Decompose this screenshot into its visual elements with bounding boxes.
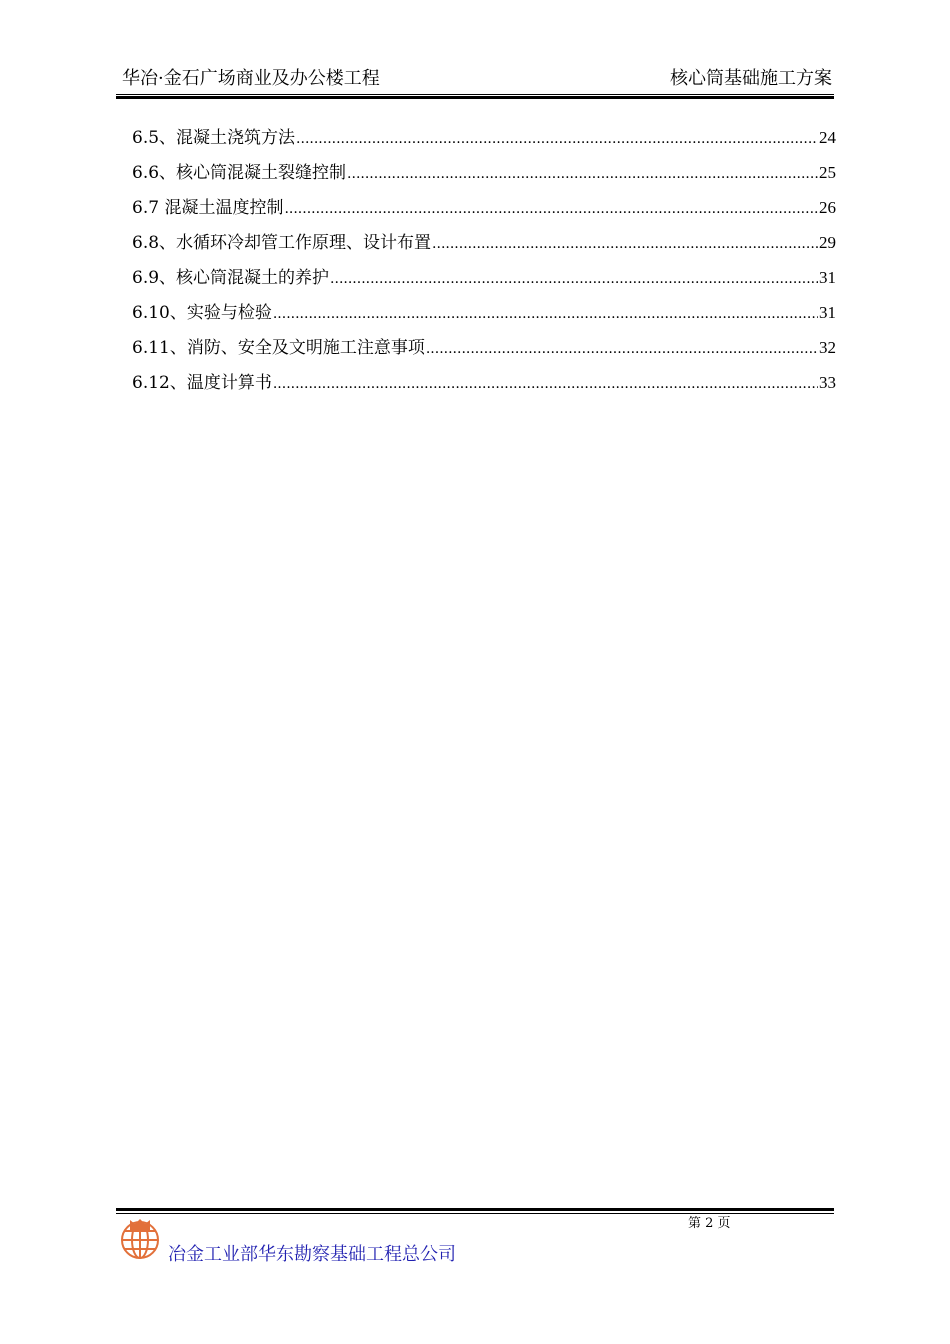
toc-entry-label: 6.6、核心筒混凝土裂缝控制: [132, 163, 347, 183]
toc-entry-label: 6.11、消防、安全及文明施工注意事项: [132, 338, 425, 358]
page-number: 第 2 页: [688, 1216, 731, 1231]
toc-entry-page: 25: [819, 163, 836, 182]
toc-entry-page: 26: [819, 198, 836, 217]
toc-dot-leader: [347, 163, 818, 185]
header-project-title: 华冶·金石广场商业及办公楼工程: [122, 68, 380, 89]
toc-entry-page: 31: [819, 303, 836, 322]
company-globe-logo-icon: [118, 1216, 162, 1260]
header-document-title: 核心筒基础施工方案: [670, 68, 832, 89]
toc-dot-leader: [273, 303, 818, 325]
toc-entry-page: 33: [819, 373, 836, 392]
toc-dot-leader: [273, 373, 818, 395]
toc-dot-leader: [330, 268, 818, 290]
company-name: 冶金工业部华东勘察基础工程总公司: [168, 1244, 456, 1265]
toc-entry[interactable]: [132, 162, 836, 197]
header-rule-thick: [116, 96, 834, 99]
header-rule-thin: [116, 94, 834, 95]
toc-dot-leader: [296, 128, 818, 150]
toc-entry[interactable]: [132, 337, 836, 372]
table-of-contents: [132, 127, 836, 407]
toc-entry[interactable]: [132, 197, 836, 232]
toc-entry[interactable]: [132, 372, 836, 407]
footer-rule-thick: [116, 1208, 834, 1211]
toc-entry-page: 24: [819, 128, 836, 147]
toc-dot-leader: [284, 198, 818, 220]
toc-entry[interactable]: [132, 127, 836, 162]
toc-entry-label: 6.12、温度计算书: [132, 373, 272, 393]
toc-dot-leader: [432, 233, 818, 255]
toc-entry-label: 6.8、水循环冷却管工作原理、设计布置: [132, 233, 432, 253]
toc-entry[interactable]: [132, 302, 836, 337]
toc-entry[interactable]: [132, 232, 836, 267]
toc-entry-page: 29: [819, 233, 836, 252]
toc-entry[interactable]: [132, 267, 836, 302]
toc-entry-label: 6.9、核心筒混凝土的养护: [132, 268, 330, 288]
footer-rule-thin: [116, 1213, 834, 1214]
toc-dot-leader: [426, 338, 818, 360]
toc-entry-label: 6.5、混凝土浇筑方法: [132, 128, 296, 148]
toc-entry-page: 32: [819, 338, 836, 357]
toc-entry-label: 6.7 混凝土温度控制: [132, 198, 284, 218]
page-header: [116, 66, 834, 92]
toc-entry-label: 6.10、实验与检验: [132, 303, 272, 323]
toc-entry-page: 31: [819, 268, 836, 287]
